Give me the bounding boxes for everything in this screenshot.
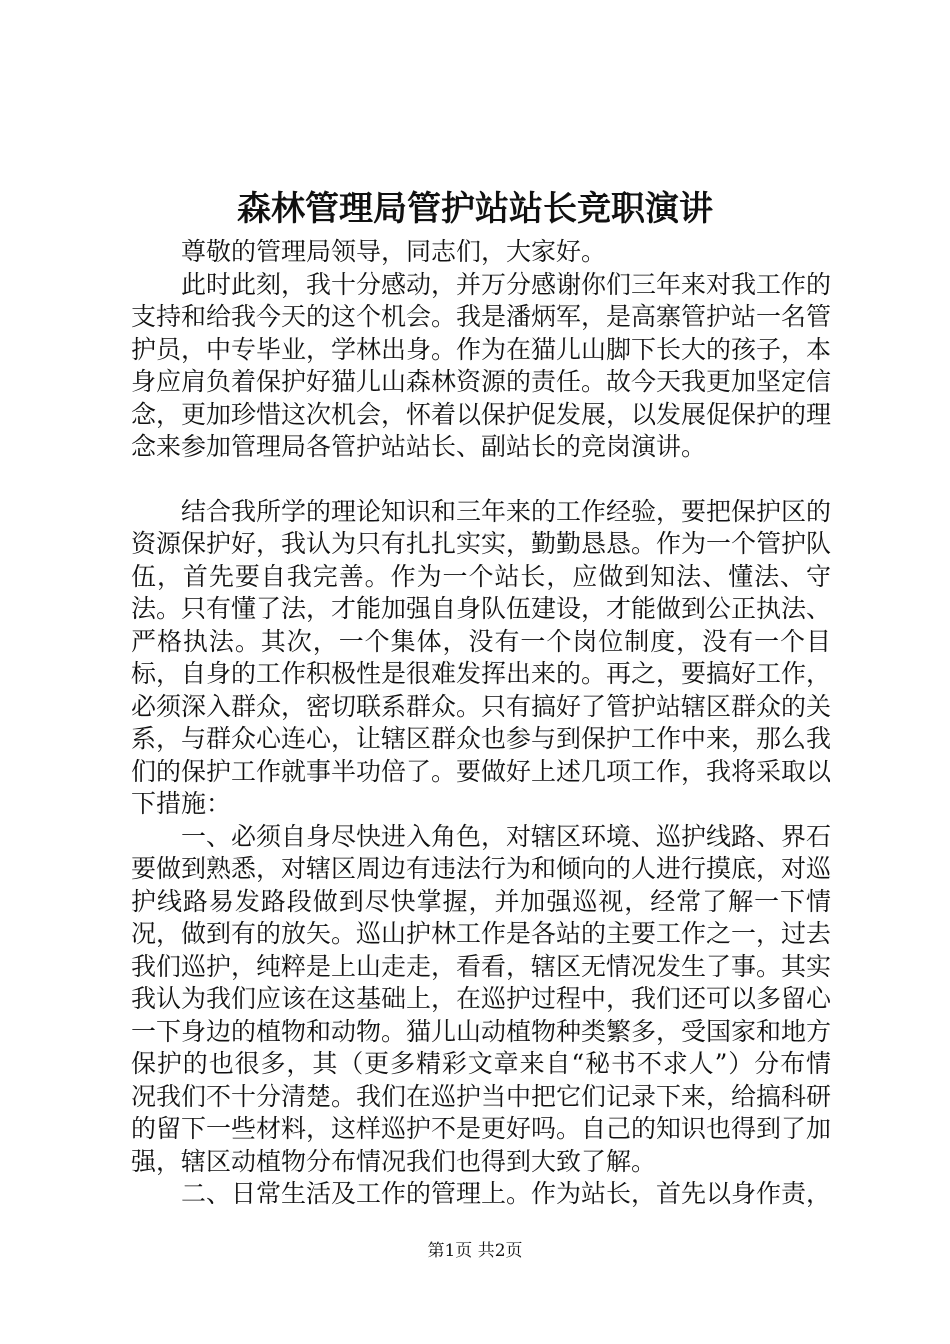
paragraph-measure-one: 一、必须自身尽快进入角色，对辖区环境、巡护线路、界石要做到熟悉，对辖区周边有违法行为和倾向的人进行摸底，对巡护线路易发路段做到尽快掌握，并加强巡视，经常了解一下情况，做到有的放矢。巡山护林工作是各站的主要工作之一，过去我们巡护，纯粹是上山走走，看看，辖区无情况发生了事。其实我认为我们应该在这基础上，在巡护过程中，我们还可以多留心一下身边的植物和动物。猫儿山动植物种类繁多，受国家和地方保护的也很多，其（更多精彩文章来自“秘书不求人”）分布情况我们不十分清楚。我们在巡护当中把它们记录下来，给搞科研的留下一些材料，这样巡护不是更好吗。自己的知识也得到了加强，辖区动植物分布情况我们也得到大致了解。: [131, 821, 832, 1176]
document-body: [131, 236, 831, 1211]
paragraph-greeting: 尊敬的管理局领导，同志们，大家好。: [181, 237, 607, 266]
document-title: 森林管理局管护站站长竞职演讲: [237, 189, 713, 229]
paragraph-measure-two: 二、日常生活及工作的管理上。作为站长，首先以身作责，: [181, 1179, 832, 1208]
page-number-footer: 第1页 共2页: [427, 1241, 523, 1261]
paragraph-introduction: 此时此刻，我十分感动，并万分感谢你们三年来对我工作的支持和给我今天的这个机会。我是潘炳军，是高寨管护站一名管护员，中专毕业，学林出身。作为在猫儿山脚下长大的孩子，本身应肩负着保护好猫儿山森林资源的责任。故今天我更加坚定信念，更加珍惜这次机会，怀着以保护促发展，以发展促保护的理念来参加管理局各管护站站长、副站长的竞岗演讲。: [131, 269, 832, 461]
paragraph-approach: 结合我所学的理论知识和三年来的工作经验，要把保护区的资源保护好，我认为只有扎扎实实，勤勤恳恳。作为一个管护队伍，首先要自我完善。作为一个站长，应做到知法、懂法、守法。只有懂了法，才能加强自身队伍建设，才能做到公正执法、严格执法。其次，一个集体，没有一个岗位制度，没有一个目标，自身的工作积极性是很难发挥出来的。再之，要搞好工作，必须深入群众，密切联系群众。只有搞好了管护站辖区群众的关系，与群众心连心，让辖区群众也参与到保护工作中来，那么我们的保护工作就事半功倍了。要做好上述几项工作，我将采取以下措施：: [131, 496, 832, 818]
